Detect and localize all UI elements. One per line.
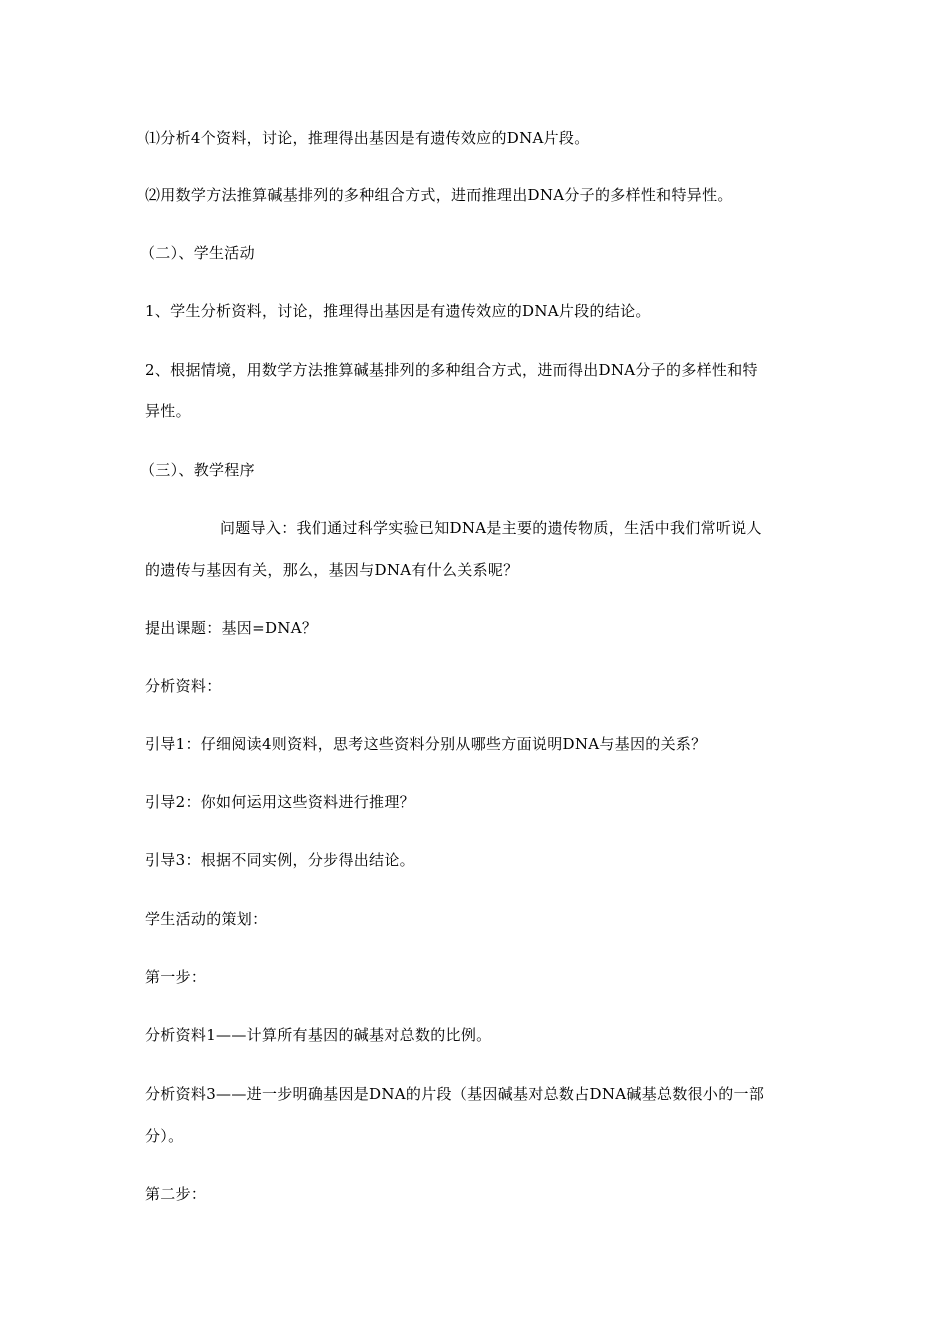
guide-1: 引导1：仔细阅读4则资料，思考这些资料分别从哪些方面说明DNA与基因的关系？ xyxy=(145,735,707,753)
activity-2-line-2: 异性。 xyxy=(145,402,191,420)
step-1-heading: 第一步： xyxy=(145,968,207,986)
analysis-material-1: 分析资料1——计算所有基因的碱基对总数的比例。 xyxy=(145,1026,492,1044)
question-intro-line-2: 的遗传与基因有关，那么，基因与DNA有什么关系呢？ xyxy=(145,561,519,579)
section-heading-teaching-procedure: （三）、教学程序 xyxy=(140,461,255,479)
activity-plan-heading: 学生活动的策划： xyxy=(145,910,268,928)
activity-2-line-1: 2、根据情境，用数学方法推算碱基排列的多种组合方式，进而得出DNA分子的多样性和特 xyxy=(145,361,758,379)
section-heading-student-activity: （二）、学生活动 xyxy=(140,244,255,262)
activity-1: 1、学生分析资料，讨论，推理得出基因是有遗传效应的DNA片段的结论。 xyxy=(145,302,651,320)
topic-statement: 提出课题：基因=DNA？ xyxy=(145,619,318,637)
analyze-materials-heading: 分析资料： xyxy=(145,677,222,695)
objective-2: ⑵用数学方法推算碱基排列的多种组合方式，进而推理出DNA分子的多样性和特异性。 xyxy=(145,186,733,204)
guide-2: 引导2：你如何运用这些资料进行推理？ xyxy=(145,793,415,811)
guide-3: 引导3：根据不同实例，分步得出结论。 xyxy=(145,851,415,869)
analysis-material-3-line-2: 分）。 xyxy=(145,1127,184,1145)
step-2-heading: 第二步： xyxy=(145,1185,207,1203)
question-intro-line-1: 问题导入：我们通过科学实验已知DNA是主要的遗传物质，生活中我们常听说人 xyxy=(220,519,762,537)
analysis-material-3-line-1: 分析资料3——进一步明确基因是DNA的片段（基因碱基对总数占DNA碱基总数很小的一部 xyxy=(145,1085,765,1103)
objective-1: ⑴分析4个资料，讨论，推理得出基因是有遗传效应的DNA片段。 xyxy=(145,129,590,147)
